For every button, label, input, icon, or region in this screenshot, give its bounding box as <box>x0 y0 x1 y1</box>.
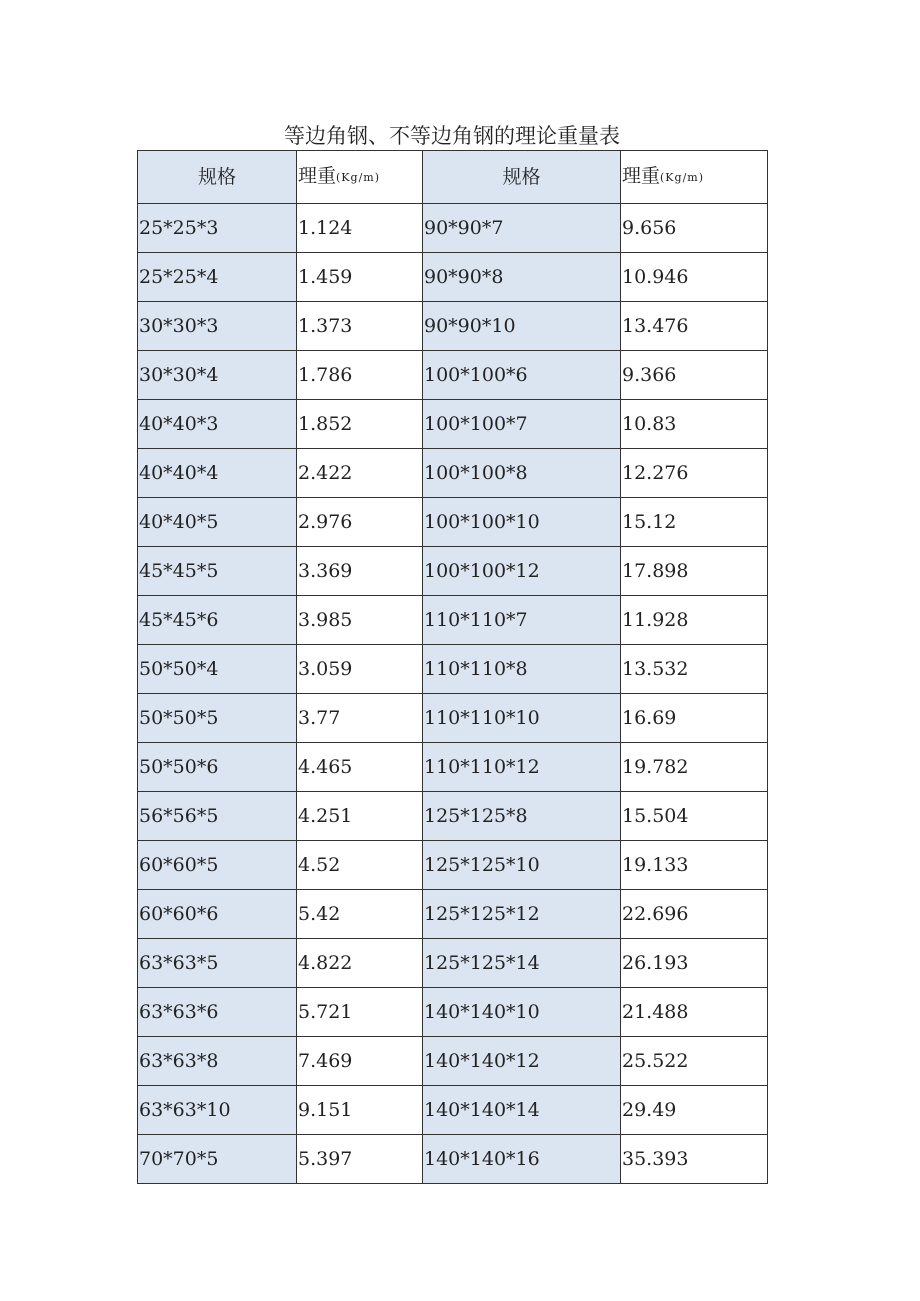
weight-cell-right: 10.83 <box>621 400 768 449</box>
table-row <box>138 645 768 694</box>
spec-cell-right: 125*125*14 <box>423 939 621 988</box>
weight-cell-left: 5.721 <box>297 988 423 1037</box>
table-row <box>138 1135 768 1184</box>
weight-cell-left: 2.422 <box>297 449 423 498</box>
weight-cell-left: 3.369 <box>297 547 423 596</box>
table-row <box>138 792 768 841</box>
weight-cell-left: 7.469 <box>297 1037 423 1086</box>
weight-cell-left: 4.52 <box>297 841 423 890</box>
spec-cell-right: 110*110*8 <box>423 645 621 694</box>
spec-cell-right: 110*110*10 <box>423 694 621 743</box>
table-row <box>138 596 768 645</box>
spec-cell-right: 125*125*8 <box>423 792 621 841</box>
table-row <box>138 890 768 939</box>
weight-cell-right: 13.476 <box>621 302 768 351</box>
table-row <box>138 204 768 253</box>
table-row <box>138 547 768 596</box>
weight-cell-right: 19.782 <box>621 743 768 792</box>
weight-cell-right: 25.522 <box>621 1037 768 1086</box>
weight-cell-right: 10.946 <box>621 253 768 302</box>
spec-cell-right: 100*100*7 <box>423 400 621 449</box>
weight-cell-left: 1.852 <box>297 400 423 449</box>
weight-cell-left: 3.77 <box>297 694 423 743</box>
table-row <box>138 449 768 498</box>
spec-cell-right: 100*100*12 <box>423 547 621 596</box>
weight-cell-right: 26.193 <box>621 939 768 988</box>
weight-cell-right: 9.366 <box>621 351 768 400</box>
weight-table <box>137 150 768 1184</box>
header-spec-right: 规格 <box>423 151 621 204</box>
spec-cell-right: 110*110*7 <box>423 596 621 645</box>
weight-cell-left: 4.465 <box>297 743 423 792</box>
spec-cell-left: 25*25*4 <box>138 253 297 302</box>
weight-cell-left: 2.976 <box>297 498 423 547</box>
spec-cell-left: 40*40*3 <box>138 400 297 449</box>
spec-cell-left: 63*63*10 <box>138 1086 297 1135</box>
spec-cell-right: 140*140*10 <box>423 988 621 1037</box>
spec-cell-left: 45*45*5 <box>138 547 297 596</box>
weight-cell-left: 1.786 <box>297 351 423 400</box>
weight-cell-left: 3.059 <box>297 645 423 694</box>
table-row <box>138 939 768 988</box>
weight-table-body <box>138 151 768 1184</box>
weight-cell-left: 4.251 <box>297 792 423 841</box>
weight-cell-right: 15.12 <box>621 498 768 547</box>
header-weight-label: 理重 <box>622 165 661 187</box>
table-row <box>138 351 768 400</box>
spec-cell-left: 25*25*3 <box>138 204 297 253</box>
header-weight-right <box>621 151 768 204</box>
weight-cell-right: 35.393 <box>621 1135 768 1184</box>
table-row <box>138 743 768 792</box>
spec-cell-left: 40*40*5 <box>138 498 297 547</box>
spec-cell-right: 90*90*7 <box>423 204 621 253</box>
weight-cell-right: 22.696 <box>621 890 768 939</box>
weight-cell-left: 9.151 <box>297 1086 423 1135</box>
spec-cell-left: 56*56*5 <box>138 792 297 841</box>
spec-cell-left: 50*50*5 <box>138 694 297 743</box>
weight-cell-right: 29.49 <box>621 1086 768 1135</box>
document-title: 等边角钢、不等边角钢的理论重量表 <box>284 124 620 148</box>
spec-cell-left: 50*50*6 <box>138 743 297 792</box>
table-row <box>138 988 768 1037</box>
weight-cell-left: 1.373 <box>297 302 423 351</box>
spec-cell-right: 125*125*12 <box>423 890 621 939</box>
spec-cell-left: 63*63*8 <box>138 1037 297 1086</box>
table-row <box>138 1037 768 1086</box>
weight-cell-right: 13.532 <box>621 645 768 694</box>
header-weight-unit: (Kg/m) <box>660 171 704 184</box>
spec-cell-left: 60*60*5 <box>138 841 297 890</box>
spec-cell-right: 100*100*6 <box>423 351 621 400</box>
weight-cell-left: 1.124 <box>297 204 423 253</box>
spec-cell-right: 90*90*10 <box>423 302 621 351</box>
weight-cell-right: 19.133 <box>621 841 768 890</box>
table-row <box>138 253 768 302</box>
spec-cell-right: 140*140*16 <box>423 1135 621 1184</box>
spec-cell-left: 45*45*6 <box>138 596 297 645</box>
table-row <box>138 302 768 351</box>
spec-cell-right: 140*140*12 <box>423 1037 621 1086</box>
table-row <box>138 694 768 743</box>
spec-cell-left: 30*30*3 <box>138 302 297 351</box>
table-row <box>138 400 768 449</box>
weight-cell-right: 16.69 <box>621 694 768 743</box>
header-spec-left: 规格 <box>138 151 297 204</box>
weight-cell-right: 9.656 <box>621 204 768 253</box>
table-row <box>138 841 768 890</box>
spec-cell-left: 40*40*4 <box>138 449 297 498</box>
spec-cell-left: 50*50*4 <box>138 645 297 694</box>
spec-cell-left: 63*63*5 <box>138 939 297 988</box>
header-weight-left <box>297 151 423 204</box>
spec-cell-left: 63*63*6 <box>138 988 297 1037</box>
weight-cell-left: 1.459 <box>297 253 423 302</box>
header-weight-unit: (Kg/m) <box>336 171 380 184</box>
weight-cell-left: 3.985 <box>297 596 423 645</box>
spec-cell-left: 30*30*4 <box>138 351 297 400</box>
weight-cell-left: 5.397 <box>297 1135 423 1184</box>
table-row <box>138 498 768 547</box>
spec-cell-right: 90*90*8 <box>423 253 621 302</box>
weight-cell-right: 21.488 <box>621 988 768 1037</box>
spec-cell-right: 100*100*10 <box>423 498 621 547</box>
spec-cell-right: 100*100*8 <box>423 449 621 498</box>
weight-cell-right: 12.276 <box>621 449 768 498</box>
spec-cell-right: 125*125*10 <box>423 841 621 890</box>
weight-cell-right: 15.504 <box>621 792 768 841</box>
weight-cell-right: 11.928 <box>621 596 768 645</box>
weight-cell-left: 5.42 <box>297 890 423 939</box>
weight-cell-right: 17.898 <box>621 547 768 596</box>
spec-cell-right: 140*140*14 <box>423 1086 621 1135</box>
weight-cell-left: 4.822 <box>297 939 423 988</box>
header-weight-label: 理重 <box>298 165 337 187</box>
spec-cell-left: 60*60*6 <box>138 890 297 939</box>
spec-cell-left: 70*70*5 <box>138 1135 297 1184</box>
table-row <box>138 1086 768 1135</box>
table-header-row <box>138 151 768 204</box>
spec-cell-right: 110*110*12 <box>423 743 621 792</box>
